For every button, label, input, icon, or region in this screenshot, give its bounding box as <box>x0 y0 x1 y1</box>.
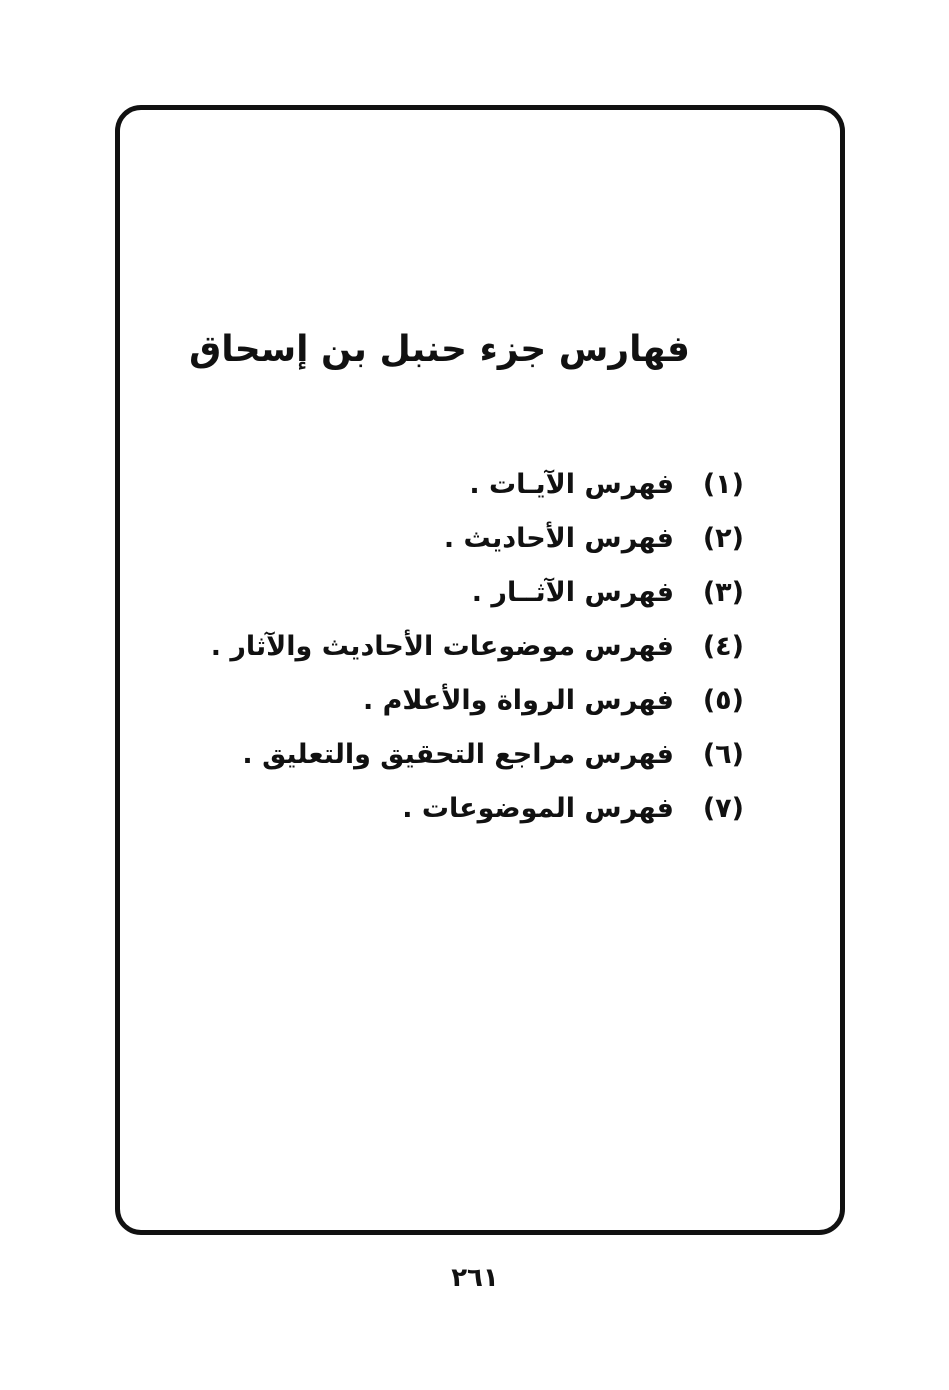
index-item-label: فهرس موضوعات الأحاديث والآثار . <box>210 631 674 662</box>
index-item-number: (٦) <box>702 739 744 770</box>
index-item-number: (٣) <box>702 577 744 608</box>
index-item <box>211 620 744 674</box>
index-item-label: فهرس الأحاديث . <box>443 523 674 554</box>
page-title: فهارس جزء حنبل بن إسحاق <box>189 329 690 370</box>
index-item-number: (٥) <box>702 685 744 716</box>
index-item-number: (٢) <box>702 523 744 554</box>
index-item-number: (٤) <box>702 631 744 662</box>
index-item <box>211 512 744 566</box>
index-item-label: فهرس مراجع التحقيق والتعليق . <box>242 739 674 770</box>
index-item-number: (١) <box>702 469 744 500</box>
index-item <box>211 782 744 836</box>
index-item-label: فهرس الرواة والأعلام . <box>362 685 674 716</box>
index-item-label: فهرس الآثــار . <box>471 577 674 608</box>
page-number: ٢٦١ <box>451 1263 499 1293</box>
index-list <box>211 458 744 836</box>
index-item-number: (٧) <box>702 793 744 824</box>
index-item-label: فهرس الآيـات . <box>469 469 674 500</box>
index-item <box>211 728 744 782</box>
index-item-label: فهرس الموضوعات . <box>402 793 674 824</box>
index-item <box>211 566 744 620</box>
index-item <box>211 674 744 728</box>
index-item <box>211 458 744 512</box>
